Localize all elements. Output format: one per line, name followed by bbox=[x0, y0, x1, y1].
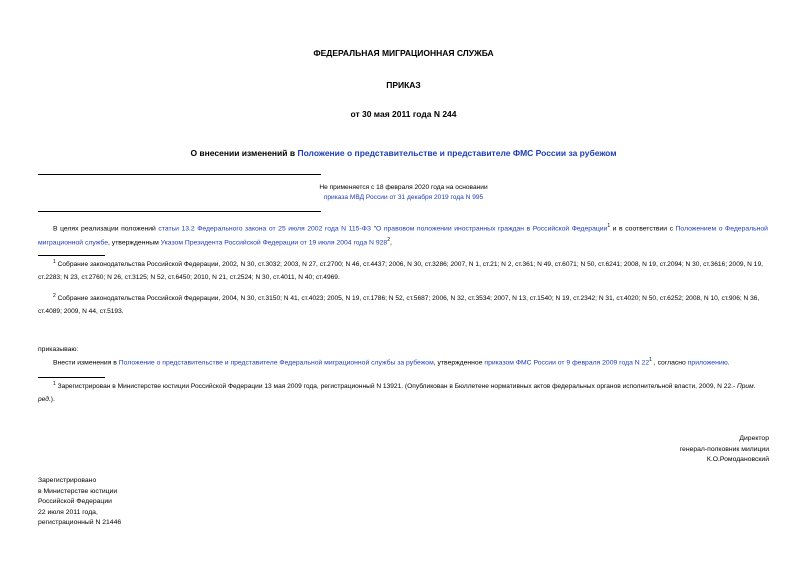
footnote-3: $^1$ Зарегистрирован в Министерстве юстиции Российской Федерации 13 мая 2009 года, регистрационный N 13921. (Опубликован в Бюллетене нормативных актов федеральных органов исполнительной власти, 2009, N 22.- Прим. ред.). bbox=[38, 381, 756, 403]
signature-rank: генерал-полковник милиции bbox=[679, 445, 769, 453]
title-prefix: О внесении изменений в bbox=[190, 148, 298, 158]
footnote-ref-2[interactable]: 2 bbox=[387, 237, 390, 244]
doc-type-heading: ПРИКАЗ bbox=[386, 80, 421, 90]
footnote-ref-1[interactable]: 1 bbox=[607, 223, 611, 229]
footnote-separator-2 bbox=[38, 377, 105, 378]
order-paragraph: Внести изменения в Положение о представительстве и представителе Федеральной миграционной службы за рубежом, утвержденное приказом ФМС России от 9 февраля 2009 года N $22^1$ , согласно приложению. bbox=[53, 357, 730, 367]
footnote-separator-1 bbox=[38, 255, 105, 256]
footnote-ref-3[interactable]: 1 bbox=[649, 357, 652, 363]
law-title-link[interactable]: О правовом положении иностранных граждан в Российской Федерации bbox=[375, 225, 608, 233]
appendix-link[interactable]: приложению bbox=[687, 359, 728, 367]
validity-notice bbox=[0, 183, 807, 203]
president-decree-link[interactable]: Указом Президента Российской Федерации от 19 июля 2004 года N 928 bbox=[160, 239, 388, 247]
fms-regulation-link[interactable]: Положением о Федеральной миграционной службе bbox=[38, 225, 768, 247]
notice-bottom-rule bbox=[38, 211, 321, 212]
registration-block: Зарегистрировано в Министерстве юстиции Российской Федерации 22 июля 2011 года, регистрационный N 21446 bbox=[38, 477, 122, 527]
intro-paragraph: В целях реализации положений статьи 13.2 Федерального закона от 25 июля 2002 года N 115-ФЗ "О правовом положении иностранных граждан в Российской Федерации$^1$ и в соответствии с Положением о Федеральной миграционной службе, утвержденным Указом Президента Российской Федерации от 19 июля 2004 года N $928^2$, bbox=[38, 223, 768, 247]
notice-link[interactable]: приказа МВД России от 31 декабря 2019 года N 995 bbox=[323, 194, 484, 202]
signature-block bbox=[680, 434, 769, 466]
footnote-1: $^1$ Собрание законодательства Российской Федерации, 2002, N 30, ст.3032; 2003, N 27, ст.2700; N 46, ст.4437; 2006, N 30, ст.3286; 2007, N 1, ст.21; N 2, ст.361; N 49, ст.6071; N 50, ст.6241; 2008, N 19, ст.2094; N 30, ст.3616; 2009, N 19, ст.2283; N 23, ст.2760; N 26, ст.3125; N 52, ст.6450; 2010, N 21, ст.2524; N 30, ст.4011, N 40; ст.4969. bbox=[38, 259, 763, 281]
representation-regulation-link[interactable]: Положение о представительстве и представителе Федеральной миграционной службы за рубежом bbox=[118, 359, 434, 367]
law-115fz-link[interactable]: статьи 13.2 Федерального закона от 25 июля 2002 года N 115-ФЗ bbox=[158, 225, 372, 233]
footnote-2: $^2$ Собрание законодательства Российской Федерации, 2004, N 30, ст.3150; N 41, ст.4023; 2005, N 19, ст.1786; N 52, ст.5687; 2006, N 32, ст.3534; 2007, N 13, ст.1540; N 19, ст.2342; N 31, ст.4020; N 50, ст.6252; 2008, N 10, ст.906; N 36, ст.4089; 2009, N 44, ст.5193. bbox=[38, 293, 760, 315]
date-number-heading: от 30 мая 2011 года N 244 bbox=[350, 109, 457, 119]
signature-position: Директор bbox=[739, 435, 769, 442]
prikazyvayu-text: приказываю: bbox=[38, 346, 79, 353]
notice-top-rule bbox=[38, 174, 321, 175]
document-title bbox=[0, 147, 807, 159]
title-link[interactable]: Положение о представительстве и представителе ФМС России за рубежом bbox=[297, 148, 617, 158]
notice-line1: Не применяется с 18 февраля 2020 года на основании bbox=[319, 184, 488, 191]
agency-heading: ФЕДЕРАЛЬНАЯ МИГРАЦИОННАЯ СЛУЖБА bbox=[313, 48, 494, 58]
signature-name: К.О.Ромодановский bbox=[706, 456, 769, 464]
fms-order-22-link[interactable]: приказом ФМС России от 9 февраля 2009 года N 22 bbox=[484, 359, 650, 367]
